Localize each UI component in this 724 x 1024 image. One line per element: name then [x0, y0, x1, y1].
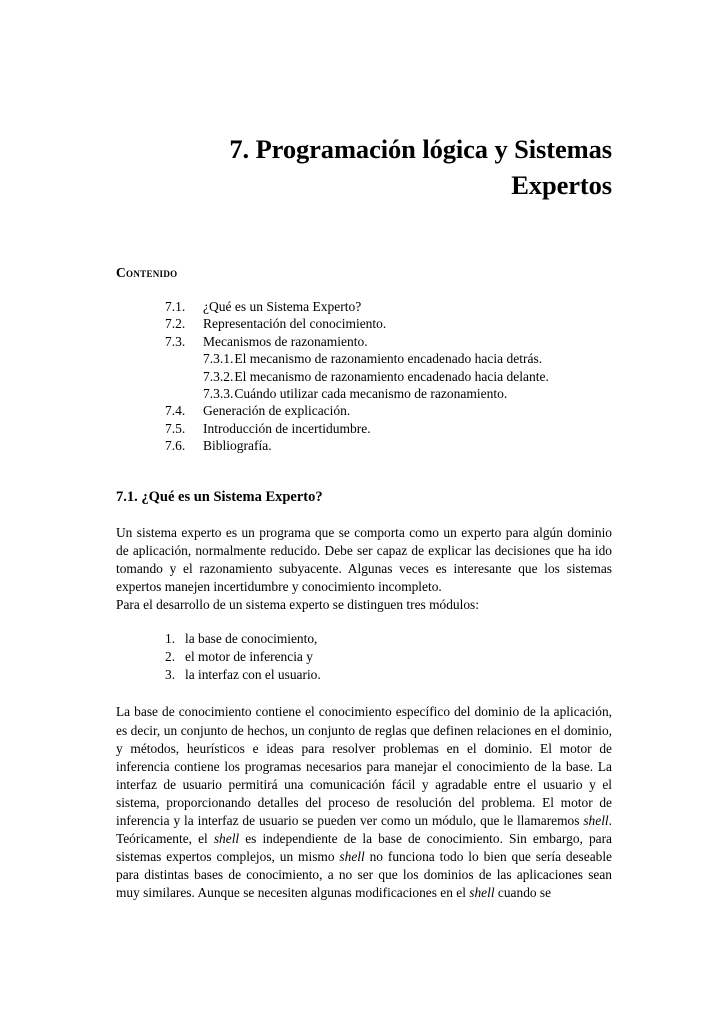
list-item-number: 3. — [165, 667, 176, 683]
toc-subentry-number: 7.3.3. — [203, 386, 234, 402]
list-item-label: la interfaz con el usuario. — [185, 667, 321, 683]
body-paragraph-1: Un sistema experto es un programa que se comporta como un experto para algún dominio de aplicación, normalmente reducido. Debe ser capaz de explicar las decisiones que ha ido tomando y el razonamiento subyacente. Algunas veces es interesante que los sistemas expertos manejen incertidumbre y conocimiento incompleto. — [116, 524, 612, 594]
toc-entry-label: ¿Qué es un Sistema Experto? — [203, 299, 362, 314]
page-title-line-1: 7. Programación lógica y Sistemas — [229, 134, 612, 164]
table-of-contents — [116, 281, 612, 455]
toc-subentry-label: Cuándo utilizar cada mecanismo de razonamiento. — [234, 386, 508, 402]
toc-subentry-label: El mecanismo de razonamiento encadenado hacia delante. — [234, 368, 549, 384]
page-content-column — [116, 0, 612, 902]
toc-entry-label: Generación de explicación. — [203, 403, 351, 419]
toc-entry-number: 7.3. — [165, 333, 186, 349]
toc-entry-number: 7.5. — [165, 420, 186, 436]
section-heading-7-1: 7.1. ¿Qué es un Sistema Experto? — [116, 488, 323, 505]
contents-heading: Contenido — [116, 265, 178, 280]
toc-entry[interactable] — [116, 402, 612, 419]
module-list — [116, 614, 612, 684]
toc-subentry[interactable] — [116, 385, 612, 402]
toc-entry-number: 7.4. — [165, 403, 186, 419]
toc-entry-number: 7.2. — [165, 316, 186, 332]
list-item — [116, 648, 612, 666]
body-paragraph-3 — [116, 684, 612, 902]
list-item-number: 2. — [165, 649, 176, 665]
toc-entry-number: 7.6. — [165, 438, 186, 454]
list-item — [116, 666, 612, 684]
list-item-label: el motor de inferencia y — [185, 649, 313, 665]
body-paragraph-2: Para el desarrollo de un sistema experto se distinguen tres módulos: — [116, 597, 479, 613]
toc-entry-label: Representación del conocimiento. — [203, 316, 387, 332]
toc-subentry-number: 7.3.2. — [203, 368, 234, 384]
page-title-line-2: Expertos — [511, 170, 612, 200]
emphasis-shell-2: shell — [213, 831, 240, 847]
list-item-label: la base de conocimiento, — [185, 631, 318, 647]
list-item-number: 1. — [165, 631, 176, 647]
paragraph-3-segment-2: . Teóricamente, el — [116, 812, 612, 847]
list-item — [116, 630, 612, 648]
toc-entry[interactable] — [116, 333, 612, 350]
toc-subentry-label: El mecanismo de razonamiento encadenado hacia detrás. — [234, 351, 543, 367]
paragraph-3-segment-1: La base de conocimiento contiene el conocimiento específico del dominio de la aplicación, es decir, un conjunto de hechos, un conjunto de reglas que definen relaciones en el dominio, y métodos, heurísticos e ideas para resolver problemas en el dominio. El motor de inferencia contiene los programas necesarios para manejar el conocimiento de la base. La interfaz de usuario permitirá una comunicación fácil y agradable entre el usuario y el sistema, proporcionando detalles del proceso de resolución del problema. El motor de inferencia y la interfaz de usuario se pueden ver como un módulo, que le llamaremos — [116, 704, 612, 828]
page-title — [116, 0, 612, 203]
toc-subentry-number: 7.3.1. — [203, 351, 234, 367]
emphasis-shell-4: shell — [469, 885, 495, 901]
toc-entry-label: Introducción de incertidumbre. — [203, 420, 371, 436]
toc-entry[interactable] — [116, 437, 612, 454]
paragraph-3-segment-4: no funciona todo lo bien que sería deseable para distintas bases de conocimiento, a no ser que los dominios de las aplicaciones sean muy similares. Aunque se necesiten algunas modificaciones en el — [116, 849, 612, 901]
toc-entry-label: Mecanismos de razonamiento. — [203, 333, 368, 349]
toc-entry[interactable] — [116, 420, 612, 437]
toc-entry-label: Bibliografía. — [203, 438, 272, 454]
toc-subentry[interactable] — [116, 368, 612, 385]
paragraph-3-segment-5: cuando se — [494, 885, 552, 901]
toc-entry[interactable] — [116, 298, 612, 315]
toc-entry-number: 7.1. — [165, 299, 186, 314]
toc-subentry[interactable] — [116, 350, 612, 367]
toc-entry[interactable] — [116, 315, 612, 332]
paragraph-3-segment-3: es independiente de la base de conocimiento. Sin embargo, para sistemas expertos complejos, un mismo — [116, 831, 613, 865]
emphasis-shell-3: shell — [339, 849, 365, 865]
emphasis-shell-1: shell — [583, 812, 609, 828]
